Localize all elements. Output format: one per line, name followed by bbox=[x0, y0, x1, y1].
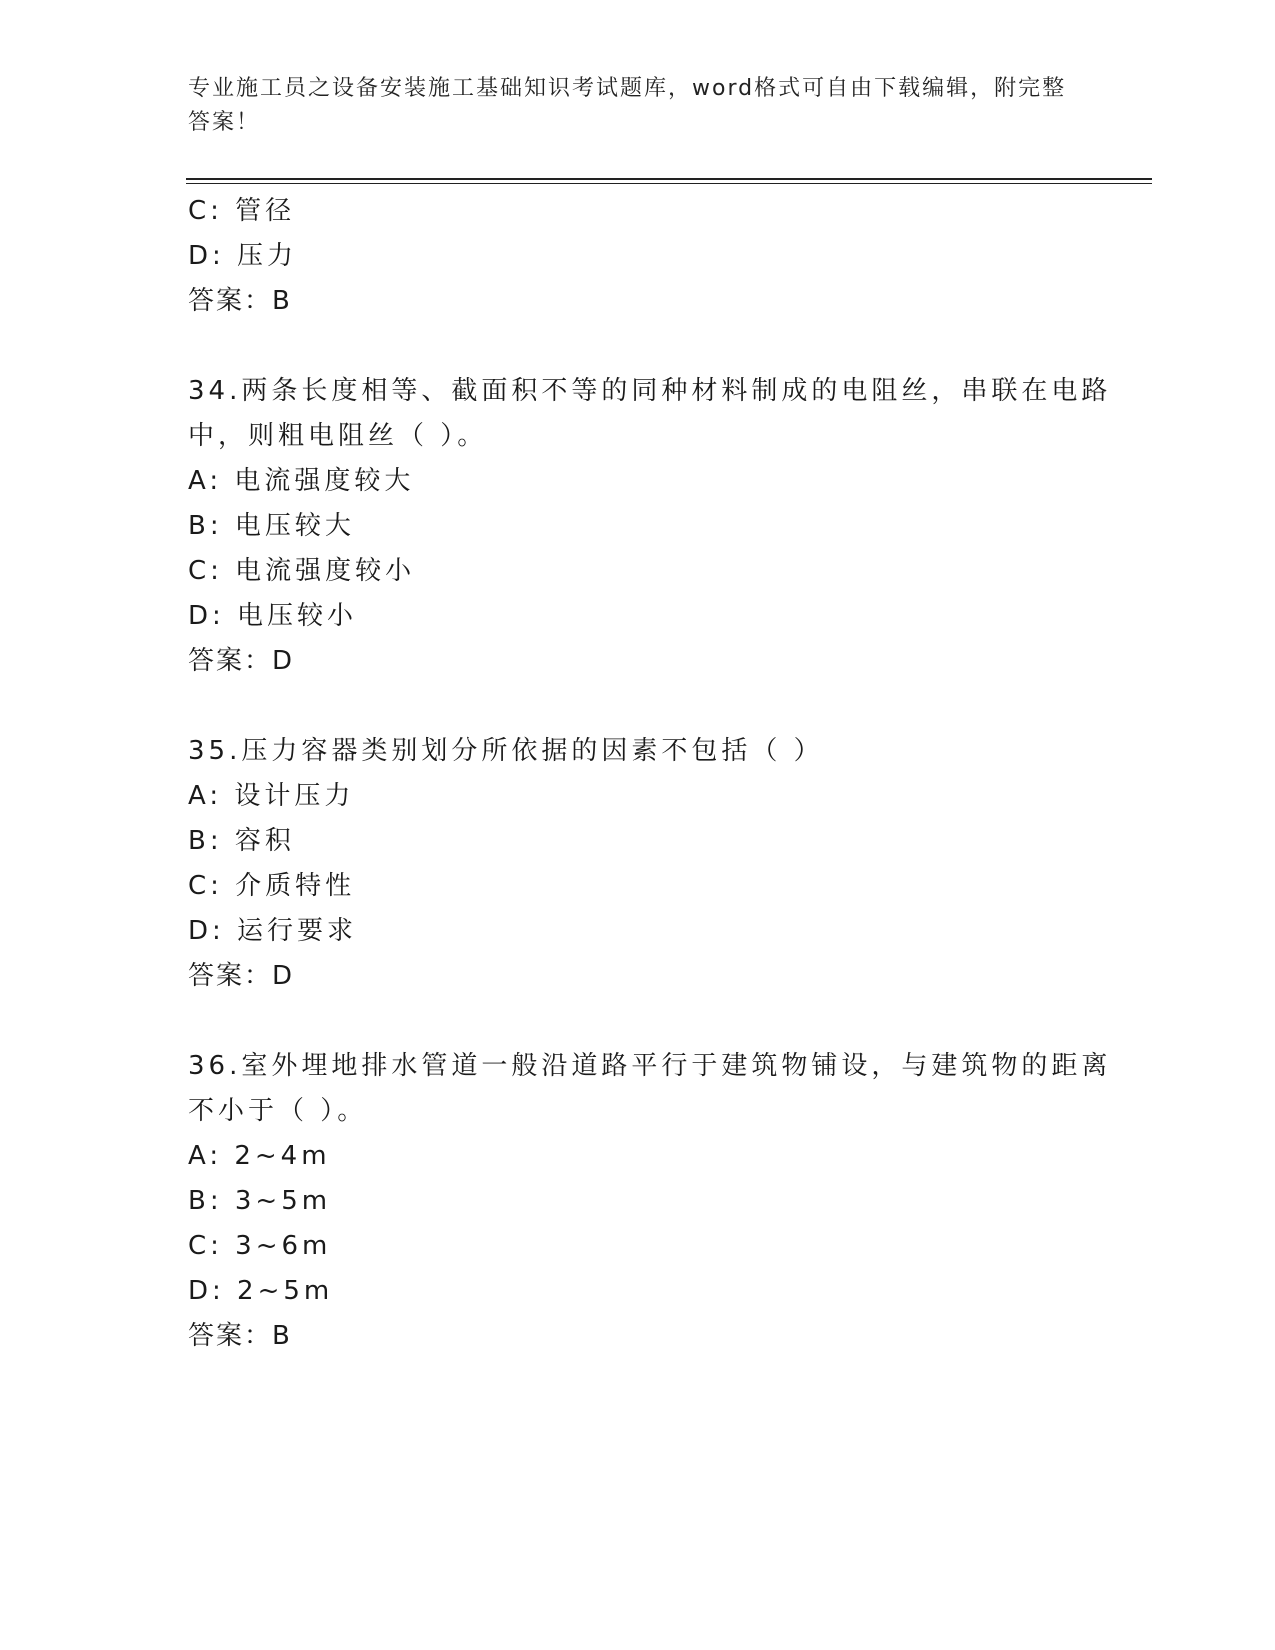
q35-option-d: D: 运行要求 bbox=[188, 916, 358, 946]
document-header: 专业施工员之设备安装施工基础知识考试题库，word格式可自由下载编辑，附完整答案！ bbox=[188, 76, 1067, 135]
q34-option-a: A: 电流强度较大 bbox=[188, 466, 415, 496]
q36-option-d: D: 2~5m bbox=[188, 1276, 334, 1306]
q34-option-c: C: 电流强度较小 bbox=[188, 556, 416, 586]
q36-stem-line-1: 36.室外埋地排水管道一般沿道路平行于建筑物铺设，与建筑物的距离 bbox=[188, 1051, 1112, 1081]
q35-option-a: A: 设计压力 bbox=[188, 781, 355, 811]
q36-answer: 答案：B bbox=[188, 1321, 292, 1351]
q33-option-c: C: 管径 bbox=[188, 196, 296, 226]
q36-stem-line-2: 不小于（ ）。 bbox=[188, 1096, 368, 1126]
q34-stem-line-2: 中，则粗电阻丝（ ）。 bbox=[188, 421, 488, 451]
q35-option-b: B: 容积 bbox=[188, 826, 295, 856]
q35-stem-line-1: 35.压力容器类别划分所依据的因素不包括（ ） bbox=[188, 736, 824, 766]
q34-option-b: B: 电压较大 bbox=[188, 511, 355, 541]
q36-option-a: A: 2~4m bbox=[188, 1141, 331, 1171]
q34-answer: 答案：D bbox=[188, 646, 295, 676]
q35-option-c: C: 介质特性 bbox=[188, 871, 356, 901]
header-divider-thin bbox=[186, 183, 1152, 184]
q33-option-d: D: 压力 bbox=[188, 241, 298, 271]
q36-option-c: C: 3~6m bbox=[188, 1231, 332, 1261]
q33-answer: 答案：B bbox=[188, 286, 292, 316]
q35-answer: 答案：D bbox=[188, 961, 295, 991]
q36-option-b: B: 3~5m bbox=[188, 1186, 332, 1216]
q34-option-d: D: 电压较小 bbox=[188, 601, 358, 631]
q34-stem-line-1: 34.两条长度相等、截面积不等的同种材料制成的电阻丝，串联在电路 bbox=[188, 376, 1112, 406]
header-divider-thick bbox=[186, 178, 1152, 180]
